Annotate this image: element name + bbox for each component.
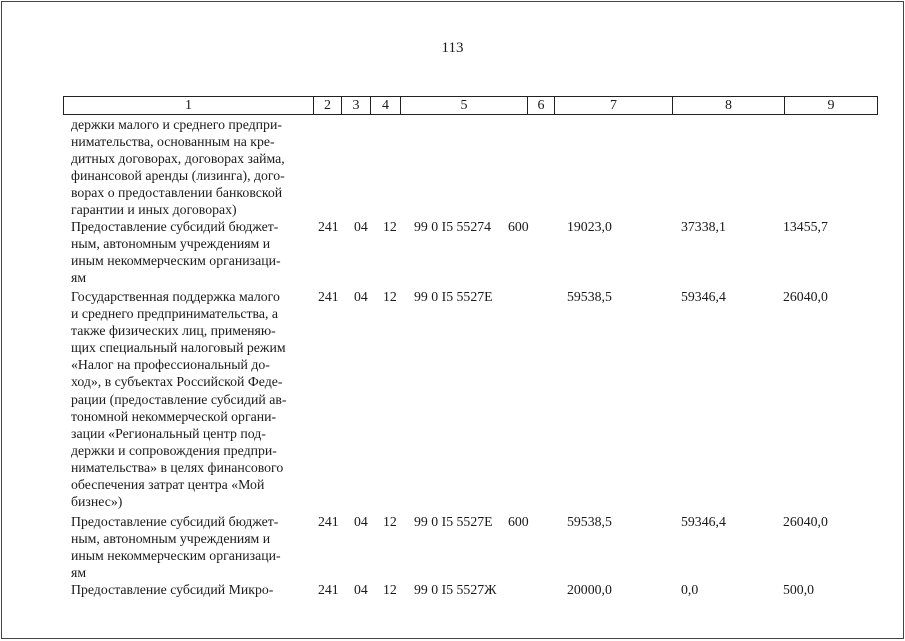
description-line: рации (предоставление субсидий ав- [71,391,287,407]
document-page [1,1,904,639]
description-line: зации «Региональный центр под- [71,425,266,441]
description-line: ям [71,565,87,581]
description-line: и среднего предпринимательства, а [71,306,279,322]
target-article-code: 99 0 I5 55274 [414,219,492,234]
column-header-2: 2 [314,97,342,115]
amount-col7: 59538,5 [567,289,612,304]
section-code: 241 [318,219,339,234]
description-line: ворах о предоставлении банковской [71,185,283,201]
column-header-8: 8 [673,97,785,115]
description-line: ям [71,270,87,286]
amount-col8: 59346,4 [681,514,726,529]
description-line: Предоставление субсидий Микро- [71,582,274,597]
description-line: тономной некоммерческой органи- [71,408,277,424]
description-line: нимательства» в целях финансового [71,459,284,475]
description-line: также физических лиц, применяю- [71,323,276,339]
description-line: нимательства, основанным на кре- [71,134,275,150]
row-description [71,218,307,286]
description-line: Государственная поддержка малого [71,289,280,304]
chapter-code: 12 [383,582,397,597]
chapter-code: 12 [383,289,397,304]
amount-col9: 26040,0 [783,514,828,529]
subsection-code: 04 [354,514,368,529]
amount-col9: 26040,0 [783,289,828,304]
row-description [71,288,307,510]
description-line: держки малого и среднего предпри- [71,117,282,132]
description-line: «Налог на профессиональный до- [71,357,270,373]
description-line: ным, автономным учреждениям и [71,236,271,252]
expense-type-code: 600 [508,514,529,529]
description-line: Предоставление субсидий бюджет- [71,514,279,529]
column-header-4: 4 [371,97,401,115]
subsection-code: 04 [354,582,368,597]
description-line: держки и сопровождения предпри- [71,442,277,458]
column-header-9: 9 [785,97,878,115]
description-line: ход», в субъектах Российской Феде- [71,374,283,390]
chapter-code: 12 [383,514,397,529]
amount-col8: 0,0 [681,582,699,597]
row-description [71,116,307,219]
amount-col9: 13455,7 [783,219,828,234]
description-line: бизнес») [71,494,123,510]
target-article-code: 99 0 I5 5527Е [414,514,493,529]
section-code: 241 [318,582,339,597]
section-code: 241 [318,289,339,304]
row-description [71,581,307,598]
description-line: Предоставление субсидий бюджет- [71,219,279,234]
column-header-6: 6 [528,97,555,115]
description-line: щих специальный налоговый режим [71,340,286,356]
amount-col9: 500,0 [783,582,815,597]
column-header-1: 1 [64,97,314,115]
amount-col7: 20000,0 [567,582,612,597]
amount-col7: 59538,5 [567,514,612,529]
amount-col7: 19023,0 [567,219,612,234]
description-line: иным некоммерческим организаци- [71,548,281,564]
target-article-code: 99 0 I5 5527Е [414,289,493,304]
description-line: ным, автономным учреждениям и [71,531,271,547]
column-header-table [63,96,878,115]
expense-type-code: 600 [508,219,529,234]
column-header-7: 7 [555,97,673,115]
description-line: финансовой аренды (лизинга), дого- [71,168,285,184]
section-code: 241 [318,514,339,529]
column-header-3: 3 [342,97,371,115]
description-line: дитных договорах, договорах займа, [71,151,285,167]
subsection-code: 04 [354,219,368,234]
page-number: 113 [441,40,464,56]
description-line: иным некоммерческим организаци- [71,253,281,269]
amount-col8: 37338,1 [681,219,726,234]
description-line: обеспечения затрат центра «Мой [71,477,265,493]
row-description [71,513,307,581]
target-article-code: 99 0 I5 5527Ж [414,582,497,597]
subsection-code: 04 [354,289,368,304]
description-line: гарантии и иных договорах) [71,202,237,218]
chapter-code: 12 [383,219,397,234]
column-header-5: 5 [401,97,528,115]
amount-col8: 59346,4 [681,289,726,304]
